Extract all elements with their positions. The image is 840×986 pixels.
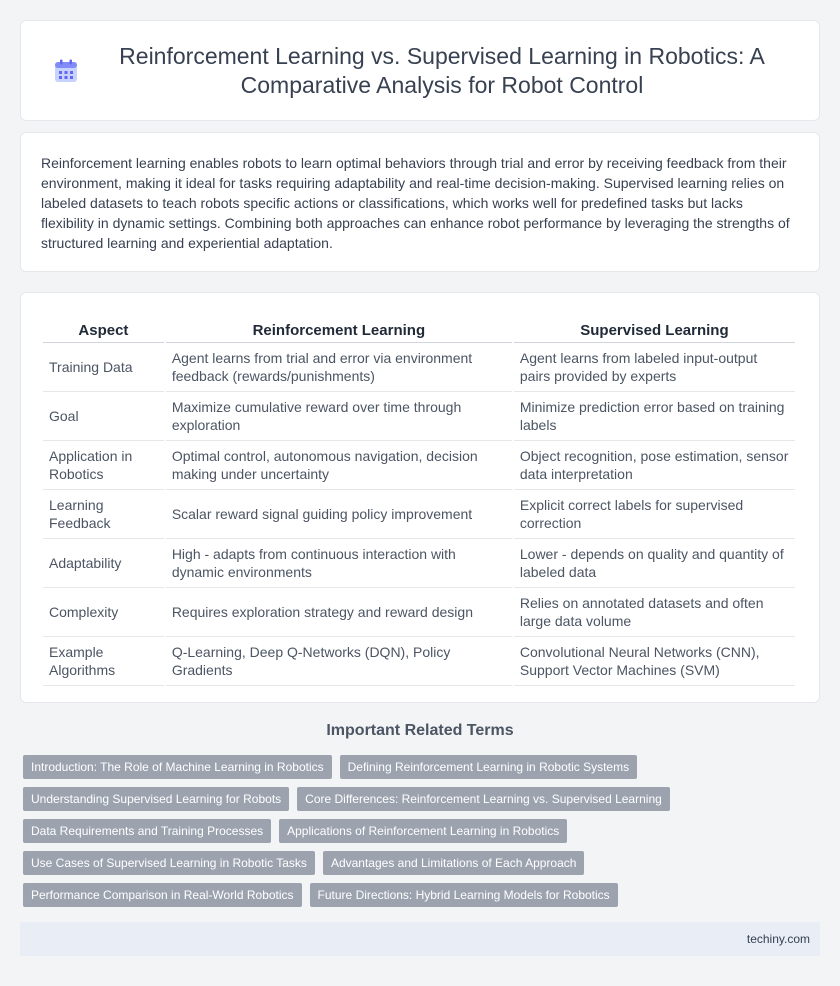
supervised-cell: Agent learns from labeled input-output pairs provided by experts — [514, 343, 795, 392]
intro-paragraph: Reinforcement learning enables robots to learn optimal behaviors through trial and error by receiving feedback from their environment, making it ideal for tasks requiring adaptability and real-time decision-making. Supervised learning relies on labeled datasets to teach robots specific actions or classifications, which works well for predefined tasks but lacks flexibility in dynamic settings. Combining both approaches can enhance robot performance by leveraging the strengths of structured learning and experiential adaptation. — [41, 155, 790, 251]
related-term-tag[interactable]: Applications of Reinforcement Learning in Robotics — [279, 819, 567, 843]
page-title: Reinforcement Learning vs. Supervised Learning in Robotics: A Comparative Analysis for Robot Control — [119, 42, 765, 98]
table-row — [43, 539, 795, 588]
related-term-tag[interactable]: Performance Comparison in Real-World Robotics — [23, 883, 302, 907]
supervised-cell: Convolutional Neural Networks (CNN), Support Vector Machines (SVM) — [514, 637, 795, 686]
table-header-row — [43, 313, 795, 343]
table-row — [43, 490, 795, 539]
header-card — [20, 20, 820, 121]
header-aspect: Aspect — [43, 313, 164, 343]
reinforcement-cell: Maximize cumulative reward over time through exploration — [166, 392, 512, 441]
related-terms-title: Important Related Terms — [326, 722, 514, 739]
table-row — [43, 392, 795, 441]
intro-card — [20, 132, 820, 272]
reinforcement-cell: Optimal control, autonomous navigation, decision making under uncertainty — [166, 441, 512, 490]
reinforcement-cell: High - adapts from continuous interaction with dynamic environments — [166, 539, 512, 588]
related-term-tag[interactable]: Introduction: The Role of Machine Learning in Robotics — [23, 755, 332, 779]
related-term-tag[interactable]: Advantages and Limitations of Each Approach — [323, 851, 585, 875]
reinforcement-cell: Q-Learning, Deep Q-Networks (DQN), Policy Gradients — [166, 637, 512, 686]
comparison-table — [41, 313, 797, 686]
table-row — [43, 441, 795, 490]
supervised-cell: Object recognition, pose estimation, sensor data interpretation — [514, 441, 795, 490]
supervised-cell: Relies on annotated datasets and often large data volume — [514, 588, 795, 637]
comparison-table-card — [20, 292, 820, 703]
footer-site-link[interactable]: techiny.com — [746, 932, 810, 946]
reinforcement-cell: Agent learns from trial and error via environment feedback (rewards/punishments) — [166, 343, 512, 392]
aspect-cell: Learning Feedback — [43, 490, 164, 539]
reinforcement-cell: Requires exploration strategy and reward design — [166, 588, 512, 637]
aspect-cell: Example Algorithms — [43, 637, 164, 686]
related-term-tag[interactable]: Understanding Supervised Learning for Robots — [23, 787, 289, 811]
aspect-cell: Adaptability — [43, 539, 164, 588]
supervised-cell: Lower - depends on quality and quantity of labeled data — [514, 539, 795, 588]
supervised-cell: Minimize prediction error based on training labels — [514, 392, 795, 441]
table-row — [43, 588, 795, 637]
aspect-cell: Complexity — [43, 588, 164, 637]
aspect-cell: Training Data — [43, 343, 164, 392]
supervised-cell: Explicit correct labels for supervised correction — [514, 490, 795, 539]
aspect-cell: Goal — [43, 392, 164, 441]
related-term-tag[interactable]: Data Requirements and Training Processes — [23, 819, 271, 843]
calendar-icon — [53, 58, 79, 84]
related-term-tag[interactable]: Core Differences: Reinforcement Learning vs. Supervised Learning — [297, 787, 670, 811]
aspect-cell: Application in Robotics — [43, 441, 164, 490]
table-row — [43, 637, 795, 686]
related-term-tag[interactable]: Defining Reinforcement Learning in Robotic Systems — [340, 755, 637, 779]
related-term-tag[interactable]: Future Directions: Hybrid Learning Models for Robotics — [310, 883, 618, 907]
header-supervised-learning: Supervised Learning — [514, 313, 795, 343]
footer — [20, 922, 820, 956]
related-term-tag[interactable]: Use Cases of Supervised Learning in Robotic Tasks — [23, 851, 315, 875]
related-terms-tags — [23, 755, 803, 915]
reinforcement-cell: Scalar reward signal guiding policy improvement — [166, 490, 512, 539]
header-reinforcement-learning: Reinforcement Learning — [166, 313, 512, 343]
table-row — [43, 343, 795, 392]
